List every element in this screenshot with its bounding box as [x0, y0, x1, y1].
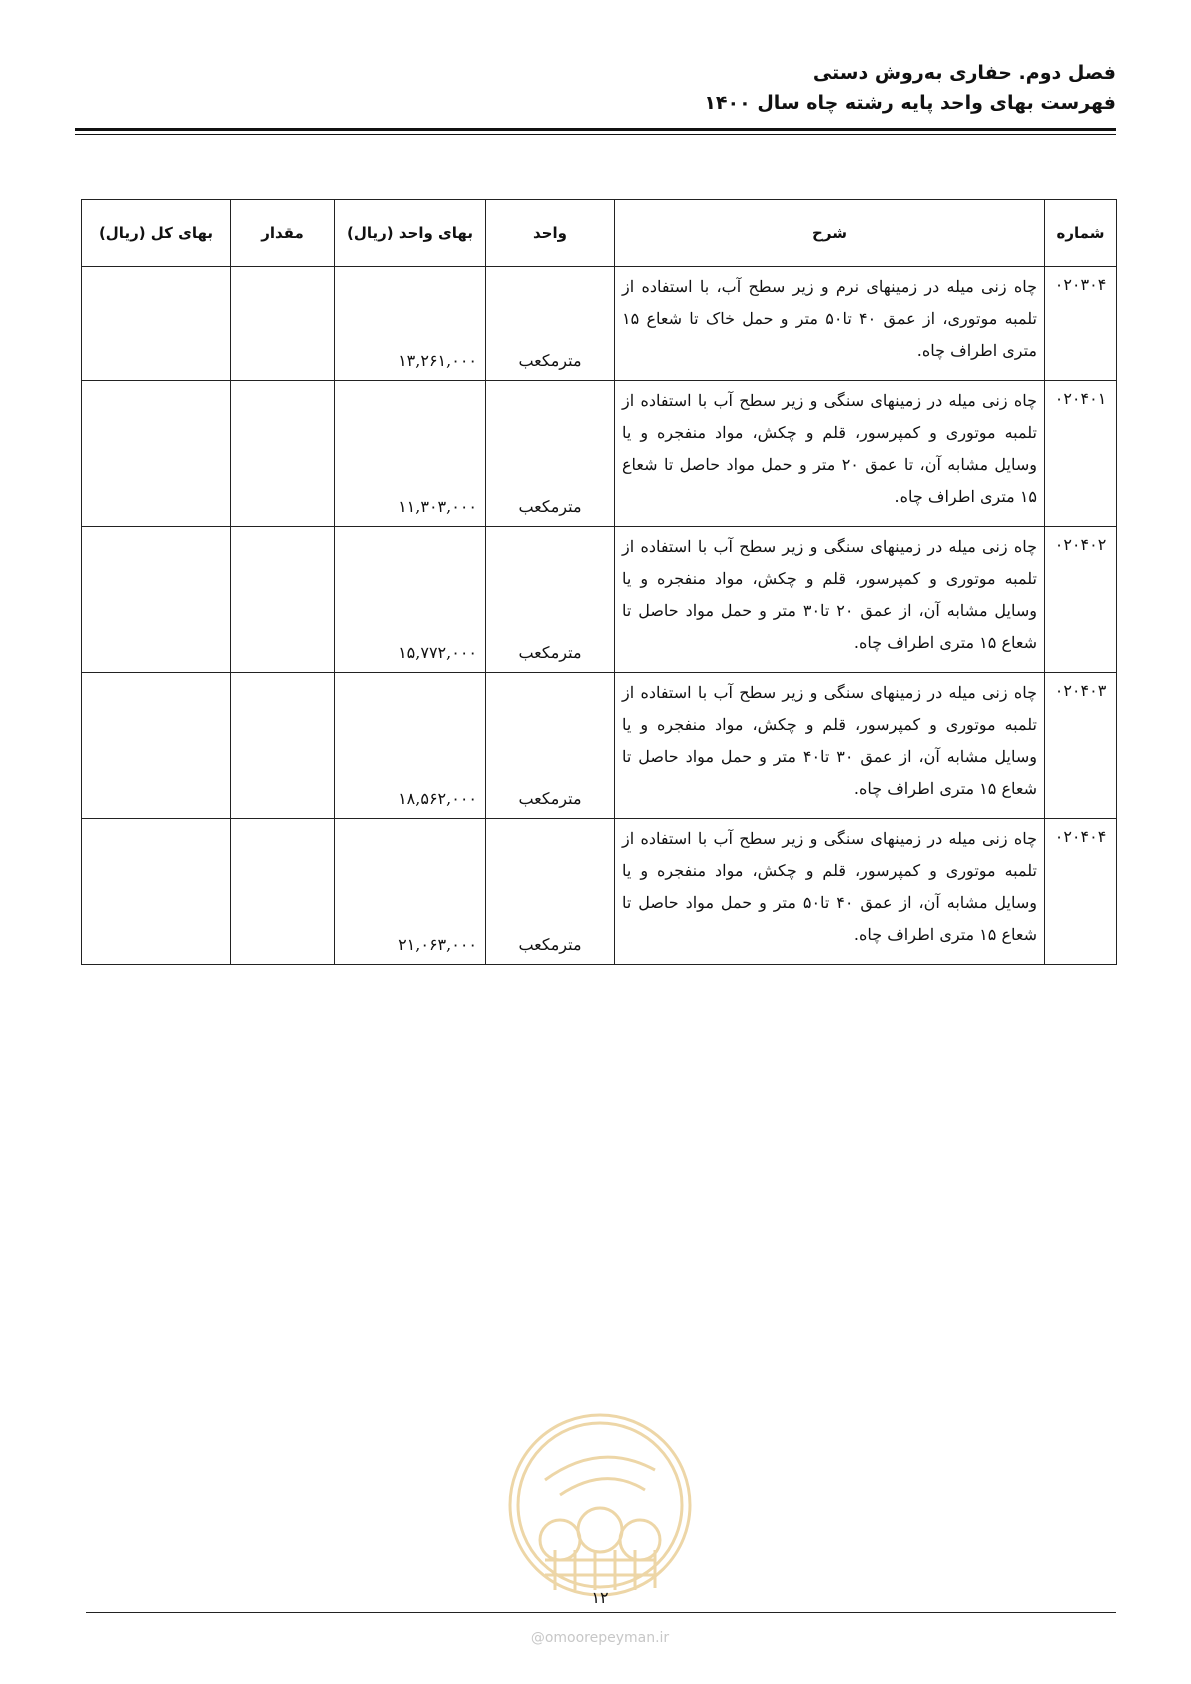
row-quantity [231, 527, 335, 673]
row-code: ۰۲۰۴۰۳ [1045, 673, 1117, 819]
row-description: چاه زنی میله در زمینهای نرم و زیر سطح آب، با استفاده از تلمبه موتوری، از عمق ۴۰ تا۵۰ متر و حمل خاک تا شعاع ۱۵ متری اطراف چاه. [615, 267, 1045, 381]
table-row [82, 381, 1117, 527]
row-quantity [231, 673, 335, 819]
catalog-title: فهرست بهای واحد پایه رشته چاه سال ۱۴۰۰ [704, 92, 1116, 114]
table-row [82, 819, 1117, 965]
row-total-price [82, 527, 231, 673]
header-rule-thin [75, 134, 1116, 135]
row-unit: مترمکعب [486, 381, 615, 527]
table-row [82, 267, 1117, 381]
row-total-price [82, 819, 231, 965]
header-total-price: بهای کل (ریال) [82, 200, 231, 267]
page-number: ۱۲ [591, 1588, 609, 1607]
row-total-price [82, 381, 231, 527]
table-row [82, 673, 1117, 819]
header-description: شرح [615, 200, 1045, 267]
watermark-site: @omoorepeyman.ir [530, 1630, 670, 1646]
price-table [81, 199, 1117, 965]
row-code: ۰۲۰۴۰۲ [1045, 527, 1117, 673]
row-unit-price: ۱۸,۵۶۲,۰۰۰ [335, 673, 486, 819]
row-unit-price: ۲۱,۰۶۳,۰۰۰ [335, 819, 486, 965]
chapter-title: فصل دوم. حفاری به‌روش دستی [812, 62, 1116, 84]
row-description: چاه زنی میله در زمینهای سنگی و زیر سطح آب با استفاده از تلمبه موتوری و کمپرسور، قلم و چکش، مواد منفجره و یا وسایل مشابه آن، از عمق ۲۰ تا۳۰ متر و حمل مواد حاصل تا شعاع ۱۵ متری اطراف چاه. [615, 527, 1045, 673]
table-header-row [82, 200, 1117, 267]
header-unit: واحد [486, 200, 615, 267]
header-unit-price: بهای واحد (ریال) [335, 200, 486, 267]
row-description: چاه زنی میله در زمینهای سنگی و زیر سطح آب با استفاده از تلمبه موتوری و کمپرسور، قلم و چکش، مواد منفجره و یا وسایل مشابه آن، تا عمق ۲۰ متر و حمل مواد حاصل تا شعاع ۱۵ متری اطراف چاه. [615, 381, 1045, 527]
seal-watermark-icon [505, 1410, 695, 1600]
row-total-price [82, 267, 231, 381]
row-code: ۰۲۰۴۰۱ [1045, 381, 1117, 527]
row-total-price [82, 673, 231, 819]
table-row [82, 527, 1117, 673]
row-quantity [231, 381, 335, 527]
row-unit: مترمکعب [486, 267, 615, 381]
row-unit: مترمکعب [486, 819, 615, 965]
row-code: ۰۲۰۳۰۴ [1045, 267, 1117, 381]
header-rule-thick [75, 128, 1116, 131]
row-unit-price: ۱۱,۳۰۳,۰۰۰ [335, 381, 486, 527]
row-unit-price: ۱۵,۷۷۲,۰۰۰ [335, 527, 486, 673]
row-unit: مترمکعب [486, 527, 615, 673]
row-description: چاه زنی میله در زمینهای سنگی و زیر سطح آب با استفاده از تلمبه موتوری و کمپرسور، قلم و چکش، مواد منفجره و یا وسایل مشابه آن، از عمق ۳۰ تا۴۰ متر و حمل مواد حاصل تا شعاع ۱۵ متری اطراف چاه. [615, 673, 1045, 819]
row-quantity [231, 267, 335, 381]
row-code: ۰۲۰۴۰۴ [1045, 819, 1117, 965]
footer-rule [86, 1612, 1116, 1613]
row-description: چاه زنی میله در زمینهای سنگی و زیر سطح آب با استفاده از تلمبه موتوری و کمپرسور، قلم و چکش، مواد منفجره و یا وسایل مشابه آن، از عمق ۴۰ تا۵۰ متر و حمل مواد حاصل تا شعاع ۱۵ متری اطراف چاه. [615, 819, 1045, 965]
header-quantity: مقدار [231, 200, 335, 267]
page-header [704, 58, 1116, 118]
row-unit-price: ۱۳,۲۶۱,۰۰۰ [335, 267, 486, 381]
row-unit: مترمکعب [486, 673, 615, 819]
row-quantity [231, 819, 335, 965]
header-code: شماره [1045, 200, 1117, 267]
